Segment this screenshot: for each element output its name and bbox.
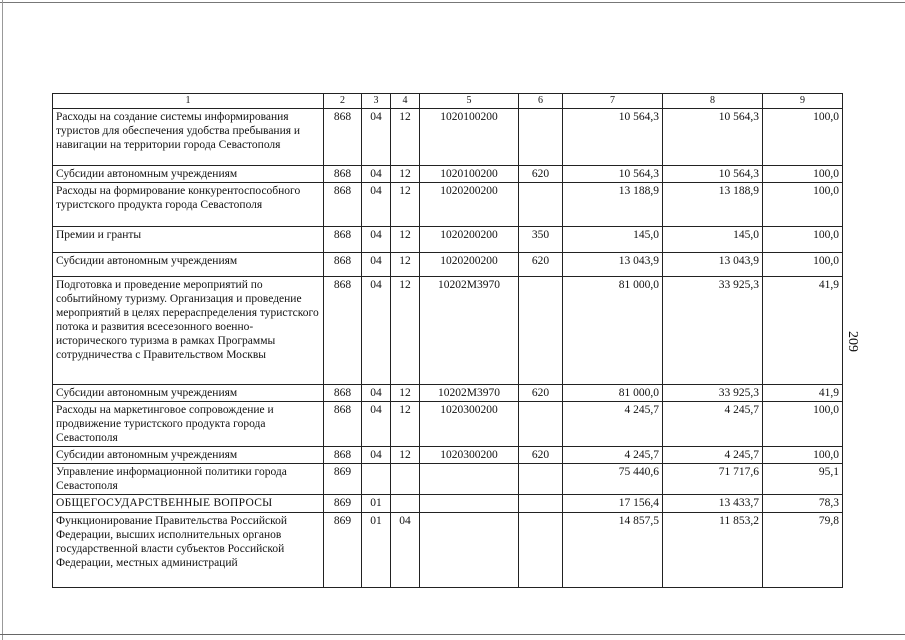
row-planned: 4 245,7 — [563, 447, 663, 464]
row-name: Расходы на маркетинговое сопровождение и продвижение туристского продукта города Севастополя — [53, 402, 324, 447]
row-name: Функционирование Правительства Российской Федерации, высших исполнительных органов государственной власти субъектов Российской Федерации, местных администраций — [53, 513, 324, 588]
row-target: 1020300200 — [420, 402, 519, 447]
table-row — [53, 513, 843, 588]
table-row — [53, 183, 843, 227]
row-ministry: 868 — [324, 166, 362, 183]
row-target: 10202М3970 — [420, 277, 519, 385]
table-row — [53, 447, 843, 464]
row-section: 04 — [362, 227, 391, 253]
header-col-2: 2 — [324, 94, 362, 109]
row-percent: 100,0 — [763, 402, 843, 447]
row-subsection: 12 — [391, 253, 420, 277]
row-exp-type: 620 — [519, 447, 563, 464]
budget-table — [52, 93, 843, 588]
row-exp-type: 350 — [519, 227, 563, 253]
header-col-1: 1 — [53, 94, 324, 109]
row-subsection: 12 — [391, 402, 420, 447]
row-percent: 100,0 — [763, 166, 843, 183]
row-executed: 13 433,7 — [663, 495, 763, 513]
row-planned: 10 564,3 — [563, 166, 663, 183]
row-executed: 4 245,7 — [663, 447, 763, 464]
row-executed: 11 853,2 — [663, 513, 763, 588]
header-col-4: 4 — [391, 94, 420, 109]
page-number: 209 — [845, 331, 860, 352]
row-exp-type: 620 — [519, 166, 563, 183]
row-ministry: 868 — [324, 183, 362, 227]
row-target: 1020100200 — [420, 109, 519, 166]
row-section: 04 — [362, 183, 391, 227]
table-row — [53, 495, 843, 513]
row-planned: 75 440,6 — [563, 464, 663, 495]
row-exp-type — [519, 495, 563, 513]
table-row — [53, 253, 843, 277]
row-target: 1020200200 — [420, 183, 519, 227]
row-target: 1020200200 — [420, 227, 519, 253]
row-target — [420, 495, 519, 513]
row-planned: 14 857,5 — [563, 513, 663, 588]
scan-border-top — [0, 2, 905, 3]
row-subsection: 12 — [391, 227, 420, 253]
row-ministry: 868 — [324, 447, 362, 464]
row-planned: 13 043,9 — [563, 253, 663, 277]
header-col-7: 7 — [563, 94, 663, 109]
table-row — [53, 227, 843, 253]
row-section: 04 — [362, 402, 391, 447]
row-percent: 100,0 — [763, 447, 843, 464]
table-header-row — [53, 94, 843, 109]
row-percent: 78,3 — [763, 495, 843, 513]
row-exp-type — [519, 183, 563, 227]
row-section: 04 — [362, 385, 391, 402]
row-ministry: 868 — [324, 385, 362, 402]
row-exp-type — [519, 513, 563, 588]
row-name: ОБЩЕГОСУДАРСТВЕННЫЕ ВОПРОСЫ — [53, 495, 324, 513]
table-row — [53, 402, 843, 447]
row-section: 01 — [362, 495, 391, 513]
row-ministry: 868 — [324, 227, 362, 253]
row-executed: 71 717,6 — [663, 464, 763, 495]
row-percent: 100,0 — [763, 227, 843, 253]
row-executed: 13 043,9 — [663, 253, 763, 277]
table-row — [53, 166, 843, 183]
row-subsection: 12 — [391, 277, 420, 385]
row-target: 1020200200 — [420, 253, 519, 277]
row-percent: 100,0 — [763, 109, 843, 166]
row-planned: 17 156,4 — [563, 495, 663, 513]
row-percent: 100,0 — [763, 253, 843, 277]
row-name: Субсидии автономным учреждениям — [53, 447, 324, 464]
row-executed: 33 925,3 — [663, 385, 763, 402]
row-planned: 4 245,7 — [563, 402, 663, 447]
row-exp-type — [519, 464, 563, 495]
row-subsection: 04 — [391, 513, 420, 588]
row-name: Расходы на создание системы информирования туристов для обеспечения удобства пребывания и навигации на территории города Севастополя — [53, 109, 324, 166]
row-planned: 13 188,9 — [563, 183, 663, 227]
row-target — [420, 513, 519, 588]
row-target: 1020300200 — [420, 447, 519, 464]
row-executed: 10 564,3 — [663, 166, 763, 183]
row-exp-type — [519, 109, 563, 166]
table-row — [53, 109, 843, 166]
row-name: Подготовка и проведение мероприятий по событийному туризму. Организация и проведение мероприятий в целях перераспределения туристского потока и развития всесезонного военно-исторического туризма в рамках Программы сотрудничества с Правительством Москвы — [53, 277, 324, 385]
row-name: Управление информационной политики города Севастополя — [53, 464, 324, 495]
row-section: 01 — [362, 513, 391, 588]
row-name: Субсидии автономным учреждениям — [53, 253, 324, 277]
row-target: 10202М3970 — [420, 385, 519, 402]
scan-border-bottom — [0, 634, 905, 635]
row-subsection: 12 — [391, 447, 420, 464]
row-ministry: 869 — [324, 464, 362, 495]
row-section: 04 — [362, 253, 391, 277]
row-section: 04 — [362, 166, 391, 183]
header-col-8: 8 — [663, 94, 763, 109]
header-col-3: 3 — [362, 94, 391, 109]
header-col-6: 6 — [519, 94, 563, 109]
header-col-9: 9 — [763, 94, 843, 109]
row-ministry: 868 — [324, 277, 362, 385]
table-row — [53, 385, 843, 402]
row-exp-type: 620 — [519, 253, 563, 277]
table-row — [53, 464, 843, 495]
row-planned: 10 564,3 — [563, 109, 663, 166]
row-exp-type — [519, 277, 563, 385]
header-col-5: 5 — [420, 94, 519, 109]
row-executed: 4 245,7 — [663, 402, 763, 447]
row-percent: 41,9 — [763, 385, 843, 402]
table-row — [53, 277, 843, 385]
row-section: 04 — [362, 277, 391, 385]
row-section: 04 — [362, 447, 391, 464]
row-executed: 13 188,9 — [663, 183, 763, 227]
row-subsection — [391, 464, 420, 495]
row-exp-type: 620 — [519, 385, 563, 402]
row-percent: 41,9 — [763, 277, 843, 385]
row-ministry: 869 — [324, 495, 362, 513]
row-percent: 95,1 — [763, 464, 843, 495]
row-exp-type — [519, 402, 563, 447]
row-planned: 145,0 — [563, 227, 663, 253]
row-executed: 33 925,3 — [663, 277, 763, 385]
row-ministry: 869 — [324, 513, 362, 588]
row-executed: 10 564,3 — [663, 109, 763, 166]
row-subsection: 12 — [391, 385, 420, 402]
row-ministry: 868 — [324, 253, 362, 277]
row-subsection: 12 — [391, 166, 420, 183]
row-name: Расходы на формирование конкурентоспособного туристского продукта города Севастополя — [53, 183, 324, 227]
row-subsection — [391, 495, 420, 513]
row-subsection: 12 — [391, 183, 420, 227]
row-name: Субсидии автономным учреждениям — [53, 166, 324, 183]
row-section — [362, 464, 391, 495]
row-name: Премии и гранты — [53, 227, 324, 253]
row-planned: 81 000,0 — [563, 385, 663, 402]
row-executed: 145,0 — [663, 227, 763, 253]
row-percent: 79,8 — [763, 513, 843, 588]
row-subsection: 12 — [391, 109, 420, 166]
row-section: 04 — [362, 109, 391, 166]
row-target — [420, 464, 519, 495]
row-ministry: 868 — [324, 109, 362, 166]
row-name: Субсидии автономным учреждениям — [53, 385, 324, 402]
row-percent: 100,0 — [763, 183, 843, 227]
row-target: 1020100200 — [420, 166, 519, 183]
row-planned: 81 000,0 — [563, 277, 663, 385]
row-ministry: 868 — [324, 402, 362, 447]
scan-border-left — [2, 0, 3, 640]
